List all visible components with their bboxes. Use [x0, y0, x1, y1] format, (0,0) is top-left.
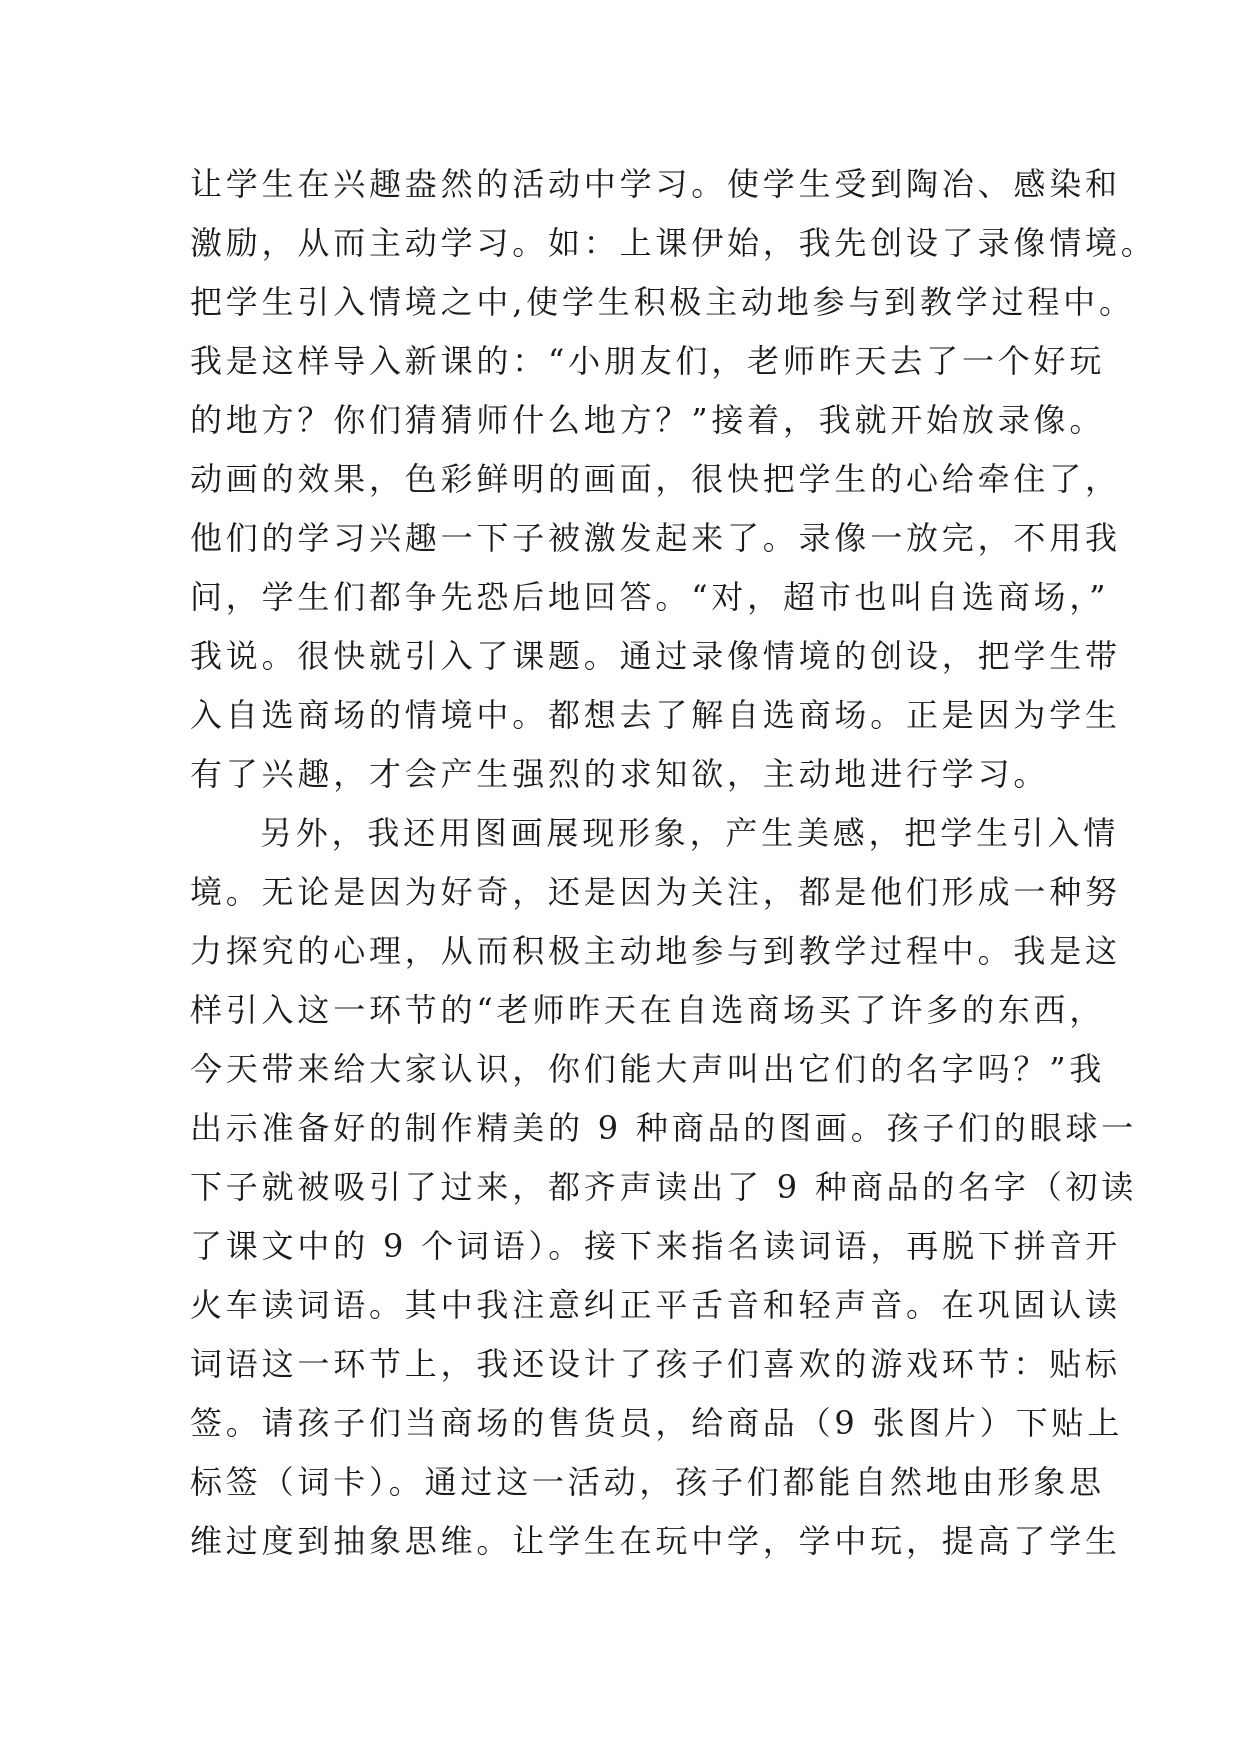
text-line: 问，学生们都争先恐后地回答。“对，超市也叫自选商场，” — [190, 578, 1110, 616]
text-line: 标签（词卡）。通过这一活动，孩子们都能自然地由形象思 — [190, 1463, 1105, 1501]
text-line: 有了兴趣，才会产生强烈的求知欲，主动地进行学习。 — [190, 755, 1050, 793]
text-line: 下子就被吸引了过来，都齐声读出了 9 种商品的名字（初读 — [190, 1168, 1138, 1206]
text-line: 入自选商场的情境中。都想去了解自选商场。正是因为学生 — [190, 696, 1121, 734]
text-line: 激励，从而主动学习。如：上课伊始，我先创设了录像情境。 — [190, 224, 1157, 262]
text-line: 了课文中的 9 个词语）。接下来指名读词语，再脱下拼音开 — [190, 1227, 1122, 1265]
text-line: 动画的效果，色彩鲜明的画面，很快把学生的心给牵住了， — [190, 460, 1121, 498]
body-text — [190, 155, 1157, 1571]
text-line: 签。请孩子们当商场的售货员，给商品（9 张图片）下贴上 — [190, 1404, 1124, 1442]
text-line: 的地方？你们猜猜师什么地方？”接着，我就开始放录像。 — [190, 401, 1106, 439]
text-line: 我说。很快就引入了课题。通过录像情境的创设，把学生带 — [190, 637, 1121, 675]
text-line: 词语这一环节上，我还设计了孩子们喜欢的游戏环节：贴标 — [190, 1345, 1121, 1383]
text-line: 出示准备好的制作精美的 9 种商品的图画。孩子们的眼球一 — [190, 1109, 1138, 1147]
paragraph-start-line: 另外，我还用图画展现形象，产生美感，把学生引入情 — [260, 814, 1120, 852]
text-line: 让学生在兴趣盎然的活动中学习。使学生受到陶冶、感染和 — [190, 165, 1121, 203]
text-line: 我是这样导入新课的：“小朋友们，老师昨天去了一个好玩 — [190, 342, 1106, 380]
text-line: 今天带来给大家认识，你们能大声叫出它们的名字吗？”我 — [190, 1050, 1106, 1088]
text-line: 境。无论是因为好奇，还是因为关注，都是他们形成一种努 — [190, 873, 1121, 911]
text-line: 火车读词语。其中我注意纠正平舌音和轻声音。在巩固认读 — [190, 1286, 1121, 1324]
text-line: 他们的学习兴趣一下子被激发起来了。录像一放完，不用我 — [190, 519, 1121, 557]
text-line: 样引入这一环节的“老师昨天在自选商场买了许多的东西， — [190, 991, 1106, 1029]
text-line: 力探究的心理，从而积极主动地参与到教学过程中。我是这 — [190, 932, 1121, 970]
text-line: 维过度到抽象思维。让学生在玩中学，学中玩，提高了学生 — [190, 1522, 1121, 1560]
text-line: 把学生引入情境之中,使学生积极主动地参与到教学过程中。 — [190, 283, 1135, 321]
